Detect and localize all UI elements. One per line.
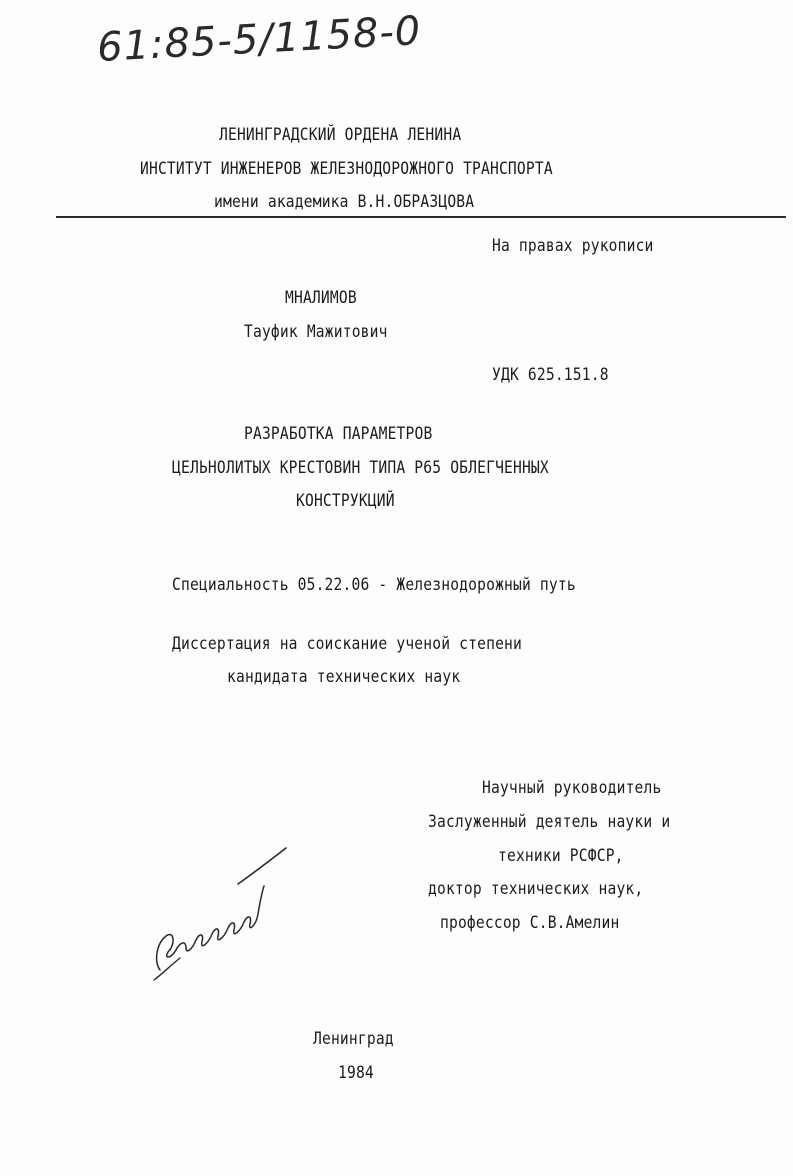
- publication-year-text: 1984: [338, 1063, 374, 1083]
- author-given-names: [244, 321, 411, 343]
- supervisor-line-4-text: доктор технических наук,: [428, 879, 644, 899]
- author-surname-text: МНАЛИМОВ: [285, 288, 357, 308]
- publication-city: [313, 1028, 407, 1050]
- supervisor-line-5-text: профессор С.В.Амелин: [440, 913, 620, 933]
- manuscript-note-text: На правах рукописи: [492, 236, 654, 256]
- supervisor-line-3: [498, 845, 644, 867]
- specialty-text: Специальность 05.22.06 - Железнодорожный путь: [172, 575, 576, 595]
- header-divider: [56, 216, 786, 218]
- udc-code: [492, 364, 628, 386]
- title-line-3-text: КОНСТРУКЦИЙ: [296, 491, 395, 511]
- archive-code: 61:85-5/1158-0: [96, 8, 423, 71]
- publication-city-text: Ленинград: [313, 1029, 394, 1049]
- institution-line-3: [214, 191, 517, 213]
- supervisor-line-1: [482, 777, 691, 799]
- supervisor-line-5: [440, 912, 649, 934]
- manuscript-note: [492, 235, 680, 257]
- author-given-names-text: Тауфик Мажитович: [244, 322, 388, 342]
- supervisor-line-4: [428, 878, 678, 900]
- institution-line-1: [219, 124, 501, 146]
- specialty: [172, 574, 642, 596]
- dissertation-line-1: [172, 633, 579, 655]
- dissertation-line-2: [227, 666, 498, 688]
- title-line-2: [172, 457, 610, 479]
- supervisor-line-2-text: Заслуженный деятель науки и: [428, 812, 671, 832]
- institution-line-2-text: ИНСТИТУТ ИНЖЕНЕРОВ ЖЕЛЕЗНОДОРОЖНОГО ТРАНСПОРТА: [140, 159, 553, 179]
- dissertation-line-2-text: кандидата технических наук: [227, 667, 461, 687]
- institution-line-1-text: ЛЕНИНГРАДСКИЙ ОРДЕНА ЛЕНИНА: [219, 125, 462, 145]
- dissertation-line-1-text: Диссертация на соискание ученой степени: [172, 634, 522, 654]
- supervisor-line-3-text: техники РСФСР,: [498, 846, 624, 866]
- title-line-2-text: ЦЕЛЬНОЛИТЫХ КРЕСТОВИН ТИПА Р65 ОБЛЕГЧЕННЫХ: [172, 458, 549, 478]
- udc-code-text: УДК 625.151.8: [492, 365, 609, 385]
- handwritten-signature: [140, 840, 300, 990]
- publication-year: [338, 1062, 380, 1084]
- institution-line-3-text: имени академика В.Н.ОБРАЗЦОВА: [214, 192, 475, 212]
- supervisor-line-2: [428, 811, 710, 833]
- title-line-1: [244, 423, 463, 445]
- supervisor-line-1-text: Научный руководитель: [482, 778, 662, 798]
- title-line-1-text: РАЗРАБОТКА ПАРАМЕТРОВ: [244, 424, 433, 444]
- author-surname: [285, 287, 368, 309]
- title-line-3: [296, 490, 411, 512]
- institution-line-2: [140, 158, 620, 180]
